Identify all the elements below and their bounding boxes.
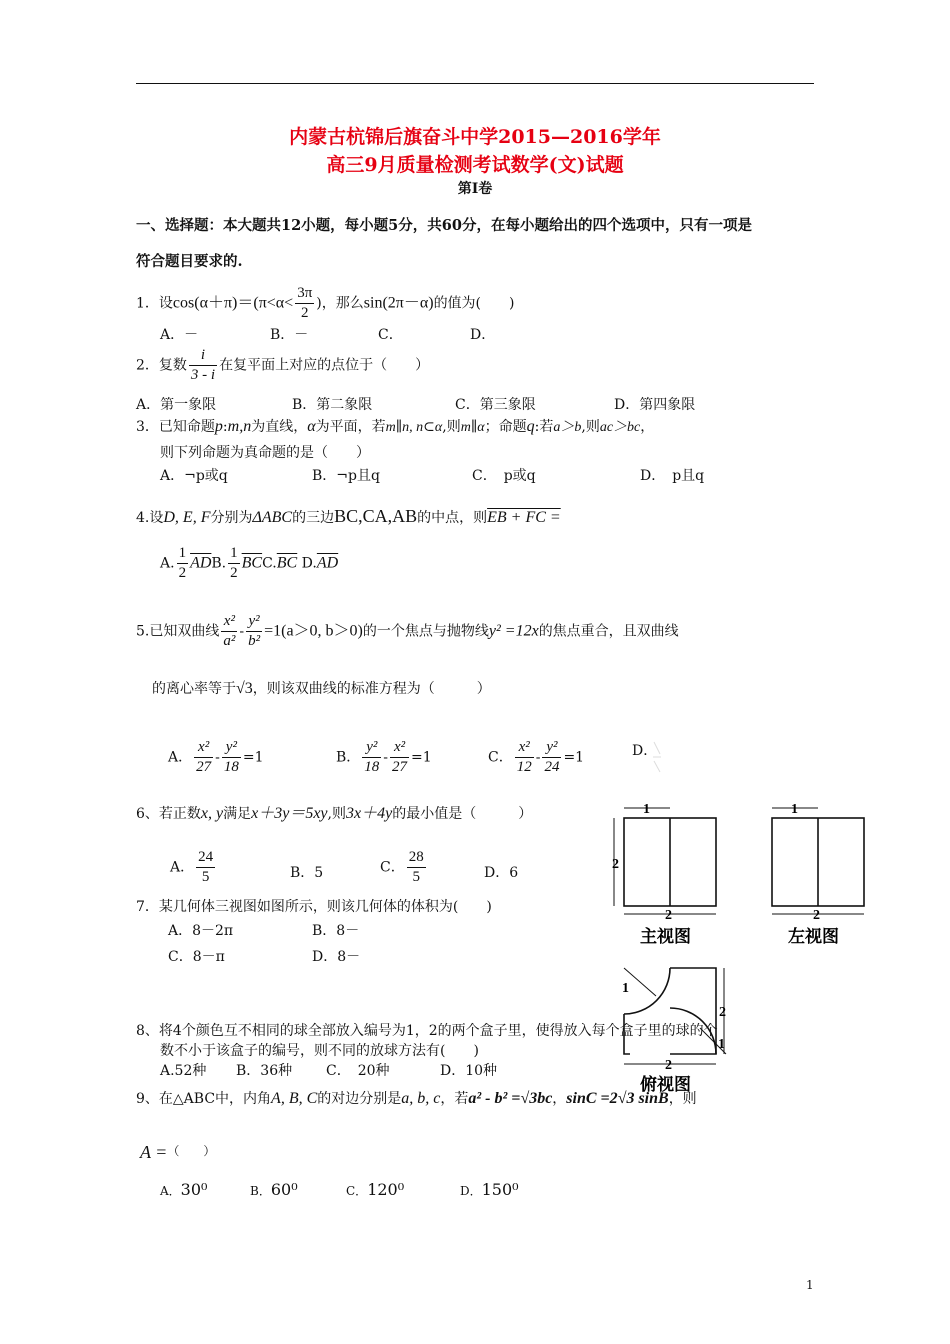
q5-a-d2: 18	[223, 758, 239, 775]
q4-b-frac	[228, 544, 240, 583]
q2-option-a[interactable]: A．第一象限	[136, 397, 217, 413]
q5-a-d1: 27	[196, 758, 212, 775]
q2-num: i	[189, 346, 217, 366]
q8-option-b[interactable]: B．36种	[236, 1063, 293, 1079]
q9-sides: a, b, c	[401, 1090, 441, 1107]
q5-b-d1: 18	[364, 758, 380, 775]
q5-option-c[interactable]: C． $\frac{\text{x²}}{12}$ - $\frac{\text{y²}}{24}$ =1	[488, 739, 585, 775]
question-3	[136, 416, 654, 436]
q4-a-den: 2	[178, 564, 187, 581]
top-dim-corner: 1	[718, 1037, 725, 1052]
q9-c-label: C．	[346, 1184, 368, 1198]
q1-expr2: )，那么	[316, 295, 364, 312]
q9-mid2: ，若	[440, 1091, 469, 1107]
q2-fraction	[189, 346, 217, 385]
q3-text-h: ,则	[581, 419, 600, 435]
q3-q: q	[526, 418, 535, 435]
question-1	[136, 284, 515, 323]
q5-option-d[interactable]: D．	[632, 743, 658, 759]
q2-prefix: 2．复数	[136, 357, 187, 374]
q4-options	[160, 544, 338, 583]
side-view-label: 左视图	[788, 927, 839, 946]
q3-mn: m,n	[227, 418, 252, 435]
q5-frac-y: $\frac{\text{y²}}{\text{b²}}$	[248, 613, 261, 649]
top-view	[624, 968, 726, 1064]
side-dim-top: 1	[791, 802, 798, 817]
q6-suffix: 的最小值是（ ）	[392, 806, 533, 822]
q4-option-c[interactable]: C.	[262, 555, 277, 572]
q3-option-b[interactable]: B．¬p且q	[312, 468, 380, 484]
question-9	[136, 1088, 697, 1108]
q5-mid: 的一个焦点与抛物线	[362, 623, 489, 640]
q5-c-d2: 24	[544, 758, 560, 775]
q2-den: 3 - i	[190, 366, 216, 383]
question-4	[136, 506, 561, 527]
q4-vec: EB + FC =	[487, 509, 561, 526]
q5-line2b: ，则该双曲线的标准方程为（ ）	[252, 681, 491, 697]
question-7: 7．某几何体三视图如图所示，则该几何体的体积为( )	[136, 899, 492, 915]
q3-text-b: :	[222, 419, 228, 435]
q9-option-b[interactable]	[250, 1180, 298, 1199]
top-dim-right: 2	[719, 1005, 726, 1020]
q4-mid1: 分别为	[210, 510, 253, 526]
q9-abc: A, B, C	[271, 1090, 318, 1107]
three-view-figure	[600, 796, 870, 1096]
q7-option-d[interactable]: D．8－	[312, 949, 361, 965]
q3-line2: 则下列命题为真命题的是（ ）	[160, 445, 370, 461]
q8-option-a[interactable]: A.52种	[160, 1063, 207, 1079]
question-8-line2: 数不小于该盒子的编号，则不同的放球方法有( )	[160, 1043, 479, 1059]
q2-suffix: 在复平面上对应的点位于（ ）	[219, 357, 430, 374]
q3-text-g: :若	[534, 419, 554, 435]
q6-option-a[interactable]	[170, 848, 217, 887]
q5-prefix: 5.已知双曲线	[136, 623, 220, 640]
question-5: 5.已知双曲线 $\frac{\text{x²}}{\text{a²}}$ - $\frac{\text{y²}}{\text{b²}}$ =1(a＞0, b＞0)的一个焦点与抛物线y² =12x的焦点重合，且双曲线	[136, 613, 679, 649]
q4-b-num: 1	[228, 544, 240, 564]
q6-c-den: 5	[412, 868, 420, 885]
q5-line2	[152, 678, 491, 698]
q1-den: 2	[301, 304, 309, 321]
q9-a-label: A．	[160, 1184, 181, 1198]
front-view-label: 主视图	[640, 927, 691, 946]
q5-frac-x: $\frac{\text{x²}}{\text{a²}}$	[223, 613, 236, 649]
q5-b-n1: y²	[362, 738, 381, 758]
q4-option-a[interactable]: A.	[160, 555, 175, 572]
q5-b-label: B．	[336, 749, 361, 766]
q9-d-val: 150⁰	[481, 1180, 519, 1199]
title-line1: 内蒙古杭锦后旗奋斗中学2015—2016学年	[289, 126, 661, 148]
q3-text-c: 为直线，	[251, 419, 308, 435]
top-view-label: 俯视图	[640, 1075, 691, 1094]
q3-alpha: α	[307, 418, 316, 435]
q8-option-c[interactable]: C． 20种	[326, 1063, 390, 1079]
q9-prefix: 9、在△ABC中，内角	[136, 1091, 272, 1107]
q5-a-n1: x²	[194, 738, 213, 758]
front-view	[614, 808, 716, 914]
q4-option-d[interactable]: D.	[301, 555, 317, 572]
q4-mid2: 的三边	[292, 510, 335, 526]
front-dim-top: 1	[643, 802, 650, 817]
q4-a-vec: $\overline{AD}$	[190, 554, 212, 572]
q6-prefix: 6、若正数	[136, 806, 201, 822]
title-line2: 高三9月质量检测考试数学(文)试题	[326, 154, 624, 176]
instructions-line2: 符合题目要求的.	[136, 253, 243, 270]
q9-b-val: 60⁰	[270, 1180, 298, 1199]
q4-b-den: 2	[230, 564, 238, 581]
q9-comma: ，	[552, 1091, 567, 1107]
q5-a-label: A．	[168, 749, 193, 766]
q1-fraction	[295, 284, 314, 323]
q5-a-n2: y²	[222, 738, 241, 758]
question-2	[136, 346, 429, 385]
q9-d-label: D．	[460, 1184, 482, 1198]
side-dim-bottom: 2	[813, 908, 820, 923]
q6-option-c[interactable]	[380, 848, 428, 887]
q3-text-a: 3．已知命题	[136, 419, 215, 435]
q6-xy: x, y	[200, 805, 224, 822]
q5-eq: =1(a＞0, b＞0)	[264, 622, 363, 640]
q5-a-eq: =1	[242, 749, 264, 766]
q2-option-b[interactable]: B．第二象限	[292, 397, 373, 413]
q9-c-val: 120⁰	[367, 1180, 405, 1199]
q9-paren: （ ）	[167, 1144, 216, 1158]
front-dim-bottom: 2	[665, 908, 672, 923]
q1-option-c[interactable]: C．	[378, 327, 403, 343]
q9-mid1: 的对边分别是	[317, 1091, 402, 1107]
q6-eq: x＋3y＝5xy	[251, 805, 328, 822]
q4-tri: ΔABC	[252, 509, 293, 526]
q9-b-label: B．	[250, 1184, 271, 1198]
instructions-line1: 一、选择题：本大题共12小题，每小题5分，共60分，在每小题给出的四个选项中，只有一项是	[136, 217, 752, 234]
q6-a-label: A．	[170, 859, 195, 876]
q1-prefix: 1．设	[136, 295, 173, 312]
q5-c-eq: =1	[563, 749, 585, 766]
q6-option-d[interactable]: D．6	[484, 865, 519, 881]
q6-option-b[interactable]: B．5	[290, 865, 324, 881]
q9-eq2: sinC =2√3 sinB	[566, 1090, 669, 1107]
q4-sides: BC,CA,AB	[334, 506, 418, 526]
q6-a-den: 5	[201, 868, 210, 885]
section-label: 第Ⅰ卷	[457, 181, 493, 197]
q1-suffix: 的值为( )	[433, 295, 515, 312]
q5-d-faded-formula	[652, 740, 662, 774]
q4-mid3: 的中点，则	[417, 510, 488, 526]
q5-para: y² =12x	[488, 622, 539, 640]
q5-c-n1: x²	[515, 738, 534, 758]
q1-option-b[interactable]: B．－	[270, 327, 309, 343]
q4-prefix: 4.设	[136, 510, 164, 526]
q6-mid2: ,则	[327, 806, 346, 822]
page-number: 1	[806, 1278, 814, 1292]
q4-option-b[interactable]: B.	[211, 555, 227, 572]
q5-sqrt: √3	[236, 680, 253, 697]
q3-text-e: ,则	[442, 419, 461, 435]
q3-option-a[interactable]: A．¬p或q	[160, 468, 228, 484]
q7-option-a[interactable]: A．8－2π	[168, 923, 234, 939]
q9-suffix: ，则	[668, 1091, 697, 1107]
q8-option-d[interactable]: D．10种	[440, 1063, 498, 1079]
q5-option-a[interactable]: A． $\frac{\text{x²}}{27}$ - $\frac{\text{y²}}{18}$ =1	[168, 739, 264, 775]
q3-cond: m∥n, n⊂α	[385, 420, 443, 435]
q4-def: D, E, F	[163, 509, 211, 526]
q4-c-vec: $\overline{BC}$	[276, 554, 298, 572]
q5-line2a: 的离心率等于	[152, 681, 236, 697]
q6-a-num: 24	[196, 848, 215, 868]
q6-expr: 3x＋4y	[346, 805, 393, 822]
q3-concl: m∥α	[460, 420, 485, 435]
q6-c-label: C．	[380, 859, 405, 876]
q3-text-i: ，	[640, 419, 655, 435]
q5-c-d1: 12	[516, 758, 532, 775]
q5-c-label: C．	[488, 749, 513, 766]
q9-line2	[140, 1142, 215, 1163]
q9-option-d[interactable]	[460, 1180, 519, 1199]
q1-option-a[interactable]: A．－	[160, 327, 199, 343]
q5-option-b[interactable]: B． $\frac{\text{y²}}{18}$ - $\frac{\text{x²}}{27}$ =1	[336, 739, 432, 775]
q3-ab: a＞b	[553, 420, 582, 435]
q2-option-d[interactable]: D．第四象限	[614, 397, 696, 413]
q9-eq1: a² - b² =√3bc	[468, 1090, 553, 1107]
q5-c-n2: y²	[542, 738, 561, 758]
top-dim-arc: 1	[622, 981, 629, 996]
q9-option-a[interactable]	[160, 1180, 207, 1199]
q4-b-vec: $\overline{BC}$	[241, 554, 263, 572]
q2-option-c[interactable]: C．第三象限	[455, 397, 536, 413]
q4-d-vec: $\overline{AD}$	[316, 554, 339, 572]
q7-option-b[interactable]: B．8－	[312, 923, 360, 939]
q4-a-num: 1	[177, 544, 189, 564]
q6-c-num: 28	[407, 848, 426, 868]
header-rule	[136, 83, 814, 84]
q1-expr1: cos(α＋π)＝(π<α<	[172, 294, 294, 312]
q4-a-frac	[177, 544, 189, 583]
q1-num: 3π	[295, 284, 314, 304]
q9-A-eq: A =	[140, 1142, 168, 1162]
q3-option-d[interactable]: D． p且q	[640, 468, 705, 484]
q5-suffix: 的焦点重合，且双曲线	[538, 623, 679, 640]
q3-text-d: 为平面，若	[315, 419, 386, 435]
q5-b-eq: =1	[411, 749, 432, 766]
front-dim-left: 2	[612, 857, 619, 872]
q5-b-d2: 27	[392, 758, 408, 775]
side-view	[772, 808, 864, 914]
q3-text-f: ；命题	[484, 419, 527, 435]
q1-expr3: sin(2π－α)	[363, 294, 434, 312]
q5-b-n2: x²	[390, 738, 409, 758]
q3-p: p	[214, 418, 223, 435]
top-dim-bottom: 2	[665, 1058, 672, 1073]
q3-option-c[interactable]: C． p或q	[472, 468, 536, 484]
question-6	[136, 800, 532, 823]
q3-acbc: ac＞bc	[599, 420, 641, 435]
q7-option-c[interactable]: C．8－π	[168, 949, 225, 965]
q6-mid1: 满足	[223, 806, 252, 822]
q1-option-d[interactable]: D．	[470, 327, 496, 343]
q9-option-c[interactable]	[346, 1180, 404, 1199]
q9-a-val: 30⁰	[180, 1180, 208, 1199]
question-8-line1: 8、将4个颜色互不相同的球全部放入编号为1，2的两个盒子里，使得放入每个盒子里的球的个	[136, 1023, 718, 1039]
